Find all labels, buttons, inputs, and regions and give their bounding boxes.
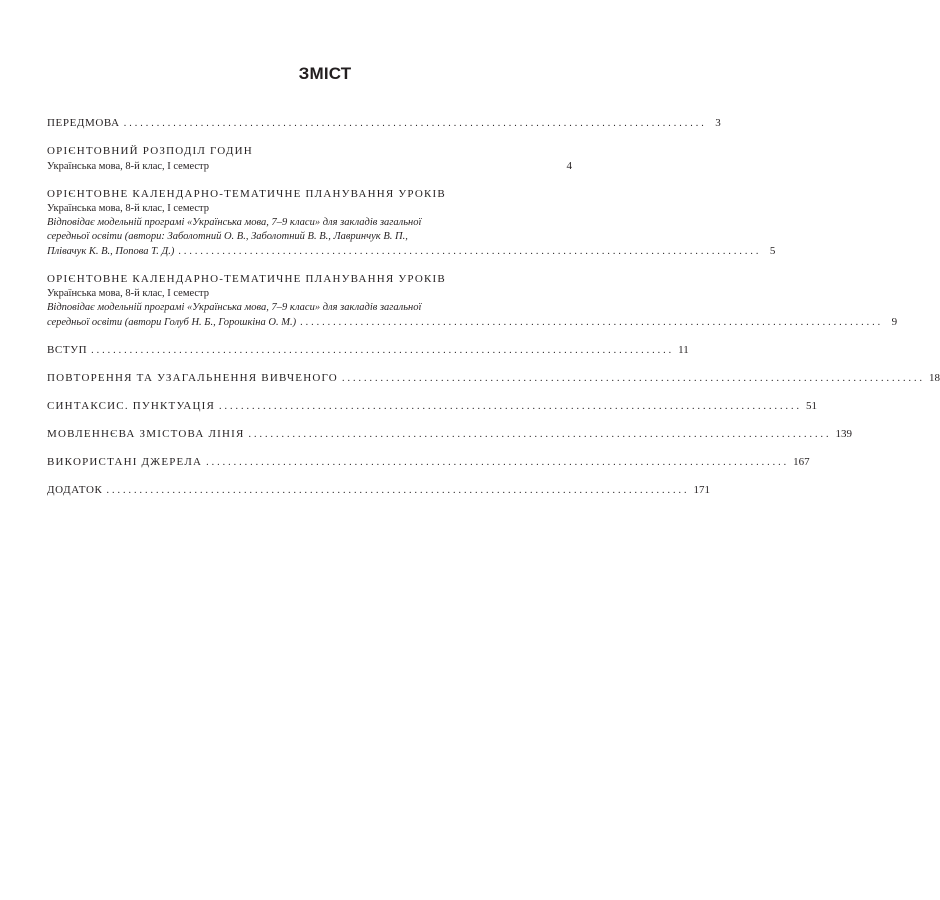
- toc-entry-note: Відповідає модельній програмі «Українська мова, 7–9 класи» для закладів загальної: [47, 302, 422, 313]
- toc-entry-page: 4: [566, 160, 572, 172]
- toc-entry-heading: ОРІЄНТОВНЕ КАЛЕНДАРНО-ТЕМАТИЧНЕ ПЛАНУВАННЯ УРОКІВ: [47, 188, 446, 200]
- toc-entry-label: МОВЛЕННЄВА ЗМІСТОВА ЛІНІЯ: [47, 428, 245, 440]
- toc-entry-page: 167: [793, 456, 810, 468]
- toc-entry-syntax[interactable]: [47, 399, 818, 414]
- toc-entry-revision[interactable]: [47, 371, 940, 386]
- toc-entry-label: ПЕРЕДМОВА: [47, 117, 120, 129]
- toc-entry-sources[interactable]: [47, 455, 810, 470]
- leader-dots: ..........................................................................................................: [206, 457, 790, 468]
- toc-entry-page: 139: [835, 428, 853, 440]
- page-title: ЗМІСТ: [298, 64, 352, 83]
- toc-entry-page: 9: [891, 316, 898, 328]
- leader-dots: ..........................................................................................................: [123, 118, 707, 129]
- leader-dots: ..........................................................................................................: [341, 373, 925, 384]
- leader-dots: ..........................................................................................................: [178, 246, 762, 257]
- toc-entry-page: 51: [806, 400, 818, 412]
- toc-entry-label: ДОДАТОК: [47, 484, 103, 496]
- toc-entry-appendix[interactable]: [47, 483, 710, 498]
- leader-dots: ..........................................................................................................: [300, 317, 884, 328]
- toc-entry-page: 18: [928, 372, 940, 384]
- leader-dots: ..........................................................................................................: [219, 401, 803, 412]
- toc-entry-label: ПОВТОРЕННЯ ТА УЗАГАЛЬНЕННЯ ВИВЧЕНОГО: [47, 372, 338, 384]
- toc-entry-speech-line[interactable]: [47, 427, 853, 442]
- leader-dots: ..........................................................................................................: [248, 429, 832, 440]
- toc-entry-label: Плівачук К. В., Попова Т. Д.): [47, 246, 175, 257]
- toc-entry-label: СИНТАКСИС. ПУНКТУАЦІЯ: [47, 400, 216, 412]
- leader-dots: ..........................................................................................................: [106, 485, 690, 496]
- toc-entry-label: ВСТУП: [47, 344, 88, 356]
- toc-entry-note: Відповідає модельній програмі «Українська мова, 7–9 класи» для закладів загальної: [47, 217, 422, 228]
- toc-entry-page: 171: [693, 484, 710, 496]
- toc-entry-introduction[interactable]: [47, 343, 689, 358]
- toc-entry-subtitle: Українська мова, 8-й клас, І семестр: [47, 203, 210, 214]
- toc-entry-note: середньої освіти (автори: Заболотний О. В., Заболотний В. В., Лавринчук В. П.,: [47, 231, 408, 242]
- toc-entry-page: 3: [715, 117, 721, 129]
- toc-entry-foreword[interactable]: [47, 116, 721, 131]
- toc-entry-lesson-planning-2[interactable]: [47, 272, 898, 330]
- toc-entry-label: Українська мова, 8-й клас, І семестр: [47, 161, 210, 172]
- toc-entry-label: ВИКОРИСТАНІ ДЖЕРЕЛА: [47, 456, 203, 468]
- toc-entry-page: 5: [769, 245, 776, 257]
- leader-dots: ..........................................................................................................: [91, 345, 675, 356]
- toc-entry-heading: ОРІЄНТОВНИЙ РОЗПОДІЛ ГОДИН: [47, 145, 253, 157]
- toc-entry-lesson-planning-1[interactable]: [47, 187, 776, 259]
- table-of-contents: [47, 116, 940, 511]
- toc-entry-label: середньої освіти (автори Голуб Н. Б., Горошкіна О. М.): [47, 317, 297, 328]
- toc-entry-page: 11: [678, 344, 689, 356]
- toc-entry-hours-distribution[interactable]: [47, 144, 572, 174]
- toc-entry-heading: ОРІЄНТОВНЕ КАЛЕНДАРНО-ТЕМАТИЧНЕ ПЛАНУВАННЯ УРОКІВ: [47, 273, 446, 285]
- toc-entry-subtitle: Українська мова, 8-й клас, І семестр: [47, 288, 210, 299]
